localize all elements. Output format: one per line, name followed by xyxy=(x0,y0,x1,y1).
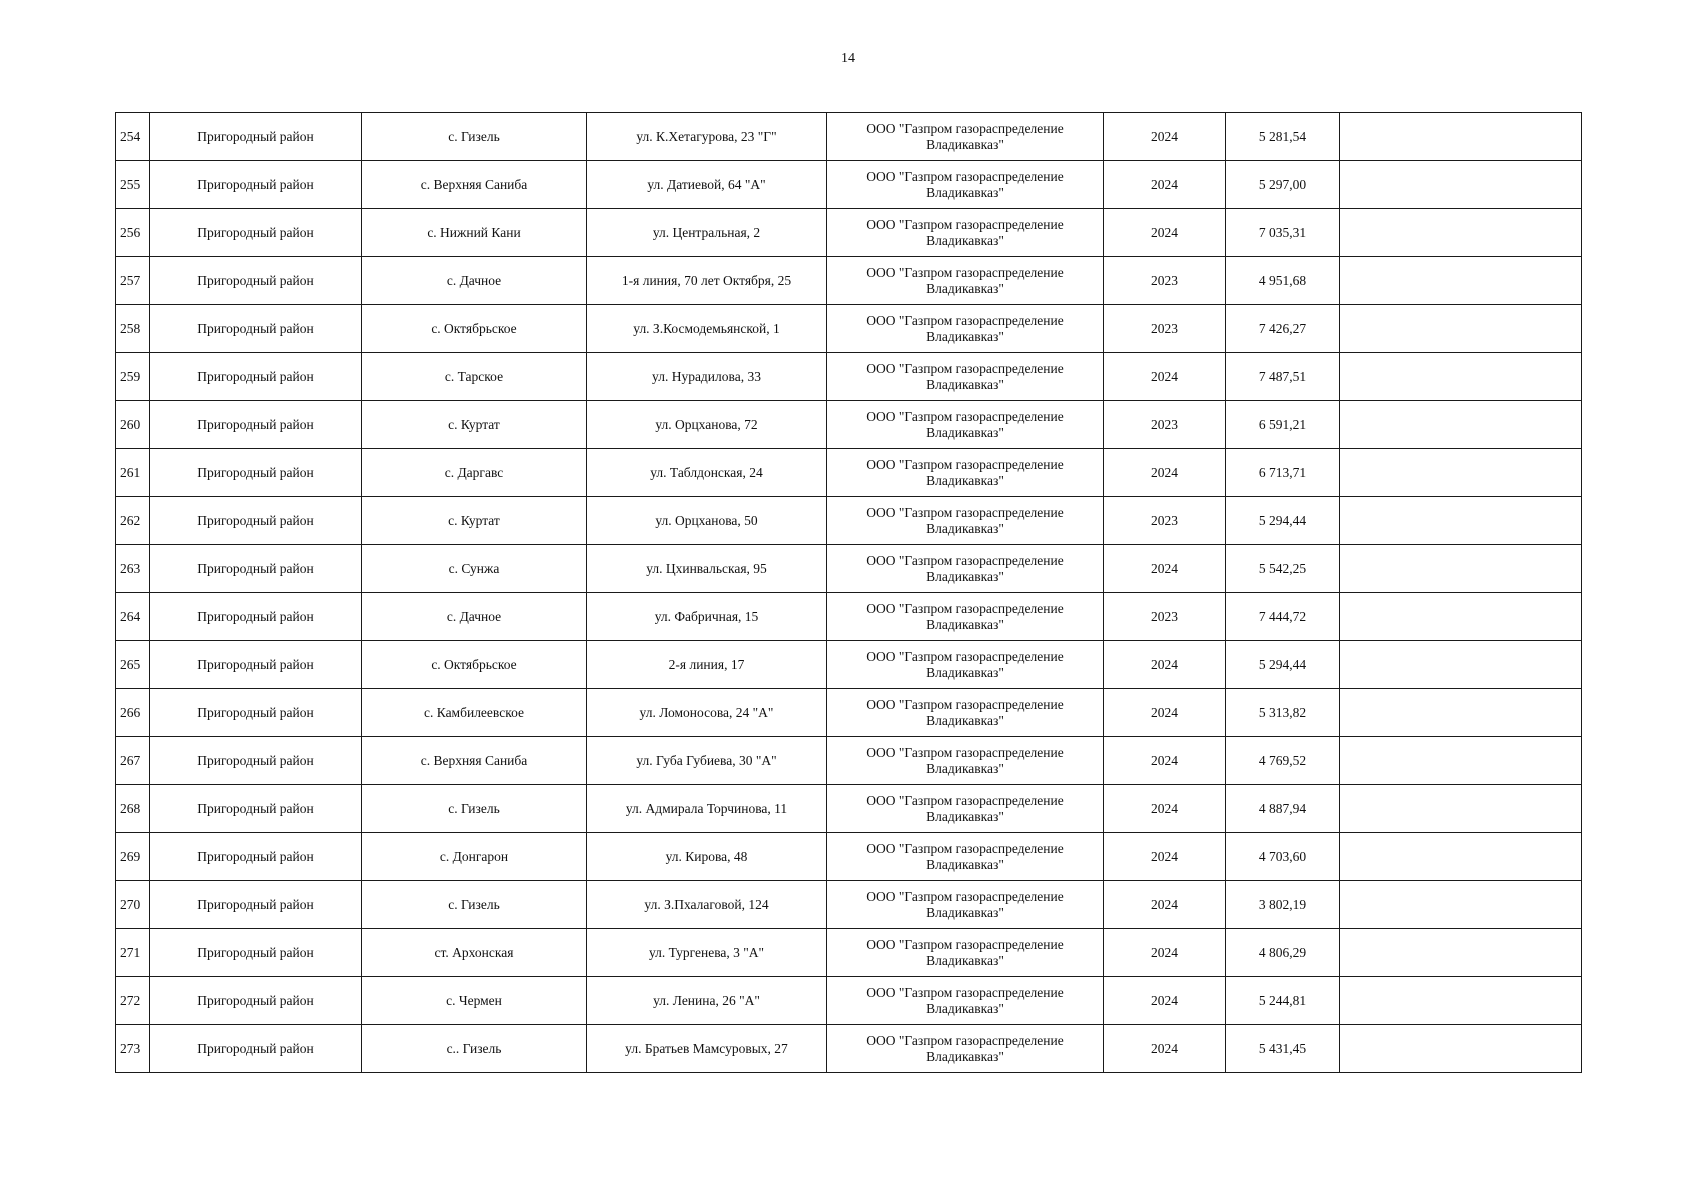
row-number-cell: 255 xyxy=(116,161,150,209)
address-cell: ул. Братьев Мамсуровых, 27 xyxy=(587,1025,827,1073)
amount-cell: 7 035,31 xyxy=(1226,209,1340,257)
year-cell: 2024 xyxy=(1104,737,1226,785)
organization-cell: ООО "Газпром газораспределение Владикавказ" xyxy=(827,737,1104,785)
amount-cell: 6 713,71 xyxy=(1226,449,1340,497)
year-cell: 2024 xyxy=(1104,929,1226,977)
organization-cell: ООО "Газпром газораспределение Владикавказ" xyxy=(827,1025,1104,1073)
address-cell: 2-я линия, 17 xyxy=(587,641,827,689)
year-cell: 2024 xyxy=(1104,641,1226,689)
row-number-cell: 258 xyxy=(116,305,150,353)
district-cell: Пригородный район xyxy=(150,305,362,353)
locality-cell: с. Тарское xyxy=(362,353,587,401)
amount-cell: 3 802,19 xyxy=(1226,881,1340,929)
address-cell: ул. К.Хетагурова, 23 "Г" xyxy=(587,113,827,161)
note-cell xyxy=(1340,689,1582,737)
district-cell: Пригородный район xyxy=(150,977,362,1025)
organization-cell: ООО "Газпром газораспределение Владикавказ" xyxy=(827,881,1104,929)
table-row xyxy=(116,737,1582,785)
organization-cell: ООО "Газпром газораспределение Владикавказ" xyxy=(827,113,1104,161)
locality-cell: с. Гизель xyxy=(362,785,587,833)
district-cell: Пригородный район xyxy=(150,545,362,593)
locality-cell: с. Верхняя Саниба xyxy=(362,737,587,785)
address-cell: ул. Нурадилова, 33 xyxy=(587,353,827,401)
note-cell xyxy=(1340,1025,1582,1073)
row-number-cell: 268 xyxy=(116,785,150,833)
address-cell: ул. Ленина, 26 "А" xyxy=(587,977,827,1025)
table-row xyxy=(116,449,1582,497)
register-body xyxy=(116,113,1582,1073)
locality-cell: с. Октябрьское xyxy=(362,305,587,353)
amount-cell: 7 487,51 xyxy=(1226,353,1340,401)
locality-cell: с. Верхняя Саниба xyxy=(362,161,587,209)
row-number-cell: 257 xyxy=(116,257,150,305)
table-row xyxy=(116,977,1582,1025)
row-number-cell: 265 xyxy=(116,641,150,689)
row-number-cell: 262 xyxy=(116,497,150,545)
register-table xyxy=(115,112,1582,1073)
row-number-cell: 267 xyxy=(116,737,150,785)
row-number-cell: 264 xyxy=(116,593,150,641)
year-cell: 2024 xyxy=(1104,689,1226,737)
note-cell xyxy=(1340,257,1582,305)
organization-cell: ООО "Газпром газораспределение Владикавказ" xyxy=(827,305,1104,353)
organization-cell: ООО "Газпром газораспределение Владикавказ" xyxy=(827,449,1104,497)
organization-cell: ООО "Газпром газораспределение Владикавказ" xyxy=(827,353,1104,401)
organization-cell: ООО "Газпром газораспределение Владикавказ" xyxy=(827,209,1104,257)
row-number-cell: 263 xyxy=(116,545,150,593)
address-cell: ул. Адмирала Торчинова, 11 xyxy=(587,785,827,833)
row-number-cell: 270 xyxy=(116,881,150,929)
district-cell: Пригородный район xyxy=(150,497,362,545)
note-cell xyxy=(1340,497,1582,545)
organization-cell: ООО "Газпром газораспределение Владикавказ" xyxy=(827,833,1104,881)
address-cell: ул. Датиевой, 64 "А" xyxy=(587,161,827,209)
table-row xyxy=(116,929,1582,977)
note-cell xyxy=(1340,833,1582,881)
organization-cell: ООО "Газпром газораспределение Владикавказ" xyxy=(827,545,1104,593)
amount-cell: 5 244,81 xyxy=(1226,977,1340,1025)
address-cell: 1-я линия, 70 лет Октября, 25 xyxy=(587,257,827,305)
table-row xyxy=(116,1025,1582,1073)
organization-cell: ООО "Газпром газораспределение Владикавказ" xyxy=(827,401,1104,449)
district-cell: Пригородный район xyxy=(150,161,362,209)
amount-cell: 4 769,52 xyxy=(1226,737,1340,785)
table-row xyxy=(116,641,1582,689)
address-cell: ул. Ломоносова, 24 "А" xyxy=(587,689,827,737)
table-row xyxy=(116,689,1582,737)
row-number-cell: 261 xyxy=(116,449,150,497)
row-number-cell: 260 xyxy=(116,401,150,449)
note-cell xyxy=(1340,113,1582,161)
table-row xyxy=(116,833,1582,881)
amount-cell: 4 887,94 xyxy=(1226,785,1340,833)
address-cell: ул. Центральная, 2 xyxy=(587,209,827,257)
organization-cell: ООО "Газпром газораспределение Владикавказ" xyxy=(827,257,1104,305)
note-cell xyxy=(1340,929,1582,977)
table-row xyxy=(116,545,1582,593)
note-cell xyxy=(1340,161,1582,209)
year-cell: 2024 xyxy=(1104,449,1226,497)
locality-cell: с. Куртат xyxy=(362,497,587,545)
amount-cell: 5 297,00 xyxy=(1226,161,1340,209)
district-cell: Пригородный район xyxy=(150,737,362,785)
district-cell: Пригородный район xyxy=(150,209,362,257)
year-cell: 2024 xyxy=(1104,161,1226,209)
year-cell: 2024 xyxy=(1104,209,1226,257)
note-cell xyxy=(1340,737,1582,785)
table-row xyxy=(116,161,1582,209)
table-row xyxy=(116,305,1582,353)
year-cell: 2023 xyxy=(1104,401,1226,449)
locality-cell: с.. Гизель xyxy=(362,1025,587,1073)
locality-cell: с. Дачное xyxy=(362,593,587,641)
district-cell: Пригородный район xyxy=(150,833,362,881)
address-cell: ул. Орцханова, 72 xyxy=(587,401,827,449)
address-cell: ул. Фабричная, 15 xyxy=(587,593,827,641)
organization-cell: ООО "Газпром газораспределение Владикавказ" xyxy=(827,929,1104,977)
district-cell: Пригородный район xyxy=(150,929,362,977)
amount-cell: 7 426,27 xyxy=(1226,305,1340,353)
page-number: 14 xyxy=(841,51,855,66)
address-cell: ул. Тургенева, 3 "А" xyxy=(587,929,827,977)
locality-cell: с. Гизель xyxy=(362,881,587,929)
row-number-cell: 269 xyxy=(116,833,150,881)
organization-cell: ООО "Газпром газораспределение Владикавказ" xyxy=(827,785,1104,833)
organization-cell: ООО "Газпром газораспределение Владикавказ" xyxy=(827,977,1104,1025)
table-row xyxy=(116,785,1582,833)
row-number-cell: 272 xyxy=(116,977,150,1025)
table-row xyxy=(116,353,1582,401)
locality-cell: с. Гизель xyxy=(362,113,587,161)
amount-cell: 5 313,82 xyxy=(1226,689,1340,737)
year-cell: 2024 xyxy=(1104,977,1226,1025)
district-cell: Пригородный район xyxy=(150,257,362,305)
district-cell: Пригородный район xyxy=(150,593,362,641)
table-row xyxy=(116,401,1582,449)
district-cell: Пригородный район xyxy=(150,449,362,497)
row-number-cell: 271 xyxy=(116,929,150,977)
year-cell: 2024 xyxy=(1104,785,1226,833)
note-cell xyxy=(1340,977,1582,1025)
year-cell: 2024 xyxy=(1104,353,1226,401)
address-cell: ул. Таблдонская, 24 xyxy=(587,449,827,497)
locality-cell: с. Даргавс xyxy=(362,449,587,497)
note-cell xyxy=(1340,449,1582,497)
note-cell xyxy=(1340,785,1582,833)
table-row xyxy=(116,113,1582,161)
locality-cell: с. Сунжа xyxy=(362,545,587,593)
note-cell xyxy=(1340,353,1582,401)
row-number-cell: 254 xyxy=(116,113,150,161)
amount-cell: 5 294,44 xyxy=(1226,641,1340,689)
note-cell xyxy=(1340,593,1582,641)
amount-cell: 5 294,44 xyxy=(1226,497,1340,545)
year-cell: 2024 xyxy=(1104,881,1226,929)
organization-cell: ООО "Газпром газораспределение Владикавказ" xyxy=(827,641,1104,689)
note-cell xyxy=(1340,641,1582,689)
address-cell: ул. Орцханова, 50 xyxy=(587,497,827,545)
locality-cell: ст. Архонская xyxy=(362,929,587,977)
amount-cell: 5 431,45 xyxy=(1226,1025,1340,1073)
locality-cell: с. Камбилеевское xyxy=(362,689,587,737)
note-cell xyxy=(1340,305,1582,353)
district-cell: Пригородный район xyxy=(150,785,362,833)
locality-cell: с. Куртат xyxy=(362,401,587,449)
locality-cell: с. Нижний Кани xyxy=(362,209,587,257)
amount-cell: 7 444,72 xyxy=(1226,593,1340,641)
year-cell: 2024 xyxy=(1104,833,1226,881)
year-cell: 2024 xyxy=(1104,545,1226,593)
amount-cell: 5 542,25 xyxy=(1226,545,1340,593)
address-cell: ул. З.Космодемьянской, 1 xyxy=(587,305,827,353)
district-cell: Пригородный район xyxy=(150,113,362,161)
district-cell: Пригородный район xyxy=(150,353,362,401)
amount-cell: 4 951,68 xyxy=(1226,257,1340,305)
amount-cell: 6 591,21 xyxy=(1226,401,1340,449)
amount-cell: 4 703,60 xyxy=(1226,833,1340,881)
table-row xyxy=(116,593,1582,641)
district-cell: Пригородный район xyxy=(150,881,362,929)
district-cell: Пригородный район xyxy=(150,1025,362,1073)
table-row xyxy=(116,881,1582,929)
note-cell xyxy=(1340,545,1582,593)
locality-cell: с. Дачное xyxy=(362,257,587,305)
address-cell: ул. З.Пхалаговой, 124 xyxy=(587,881,827,929)
address-cell: ул. Губа Губиева, 30 "А" xyxy=(587,737,827,785)
amount-cell: 4 806,29 xyxy=(1226,929,1340,977)
row-number-cell: 256 xyxy=(116,209,150,257)
year-cell: 2024 xyxy=(1104,1025,1226,1073)
year-cell: 2023 xyxy=(1104,497,1226,545)
district-cell: Пригородный район xyxy=(150,689,362,737)
note-cell xyxy=(1340,881,1582,929)
locality-cell: с. Чермен xyxy=(362,977,587,1025)
organization-cell: ООО "Газпром газораспределение Владикавказ" xyxy=(827,497,1104,545)
year-cell: 2023 xyxy=(1104,257,1226,305)
row-number-cell: 266 xyxy=(116,689,150,737)
amount-cell: 5 281,54 xyxy=(1226,113,1340,161)
table-row xyxy=(116,257,1582,305)
year-cell: 2023 xyxy=(1104,593,1226,641)
locality-cell: с. Октябрьское xyxy=(362,641,587,689)
organization-cell: ООО "Газпром газораспределение Владикавказ" xyxy=(827,161,1104,209)
note-cell xyxy=(1340,209,1582,257)
table-row xyxy=(116,497,1582,545)
year-cell: 2023 xyxy=(1104,305,1226,353)
year-cell: 2024 xyxy=(1104,113,1226,161)
district-cell: Пригородный район xyxy=(150,401,362,449)
table-row xyxy=(116,209,1582,257)
row-number-cell: 273 xyxy=(116,1025,150,1073)
row-number-cell: 259 xyxy=(116,353,150,401)
address-cell: ул. Цхинвальская, 95 xyxy=(587,545,827,593)
locality-cell: с. Донгарон xyxy=(362,833,587,881)
organization-cell: ООО "Газпром газораспределение Владикавказ" xyxy=(827,689,1104,737)
address-cell: ул. Кирова, 48 xyxy=(587,833,827,881)
note-cell xyxy=(1340,401,1582,449)
district-cell: Пригородный район xyxy=(150,641,362,689)
organization-cell: ООО "Газпром газораспределение Владикавказ" xyxy=(827,593,1104,641)
